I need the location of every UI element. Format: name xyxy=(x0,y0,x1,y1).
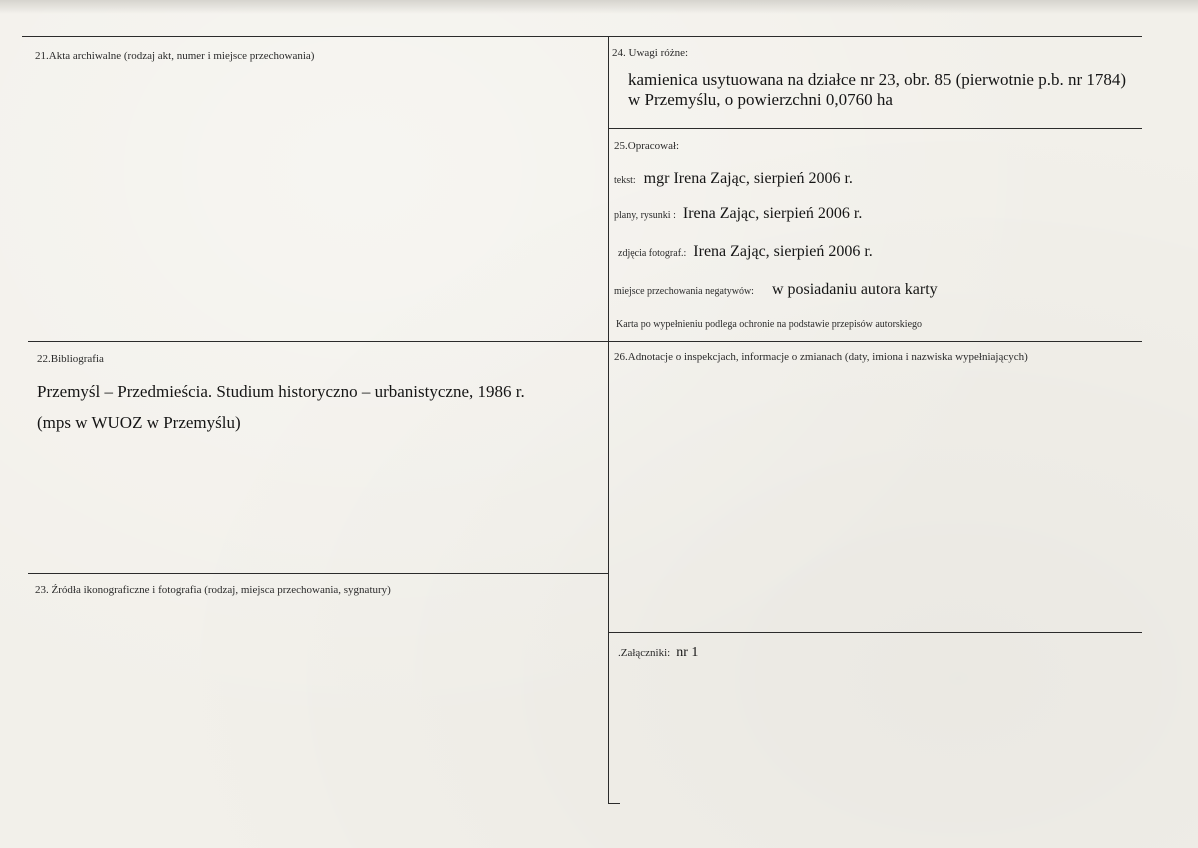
column-divider xyxy=(608,36,609,804)
rule-24-25 xyxy=(608,128,1142,129)
photos-author-value: Irena Zając, sierpień 2006 r. xyxy=(693,243,873,260)
bibliography-line-1: Przemyśl – Przedmieścia. Studium historyczno – urbanistyczne, 1986 r. xyxy=(37,382,525,401)
section-21-label: 21.Akta archiwalne (rodzaj akt, numer i miejsce przechowania) xyxy=(35,50,315,62)
text-author-value: mgr Irena Zając, sierpień 2006 r. xyxy=(643,170,853,187)
section-22-label: 22.Bibliografia xyxy=(37,353,104,365)
attachments-label: .Załączniki: xyxy=(618,647,671,659)
negatives-value: w posiadaniu autora karty xyxy=(771,281,938,298)
plans-author-label: plany, rysunki : xyxy=(614,210,676,221)
rule-21-22 xyxy=(28,341,1142,342)
bibliography-line-2: (mps w WUOZ w Przemyślu) xyxy=(37,413,241,432)
negatives-label: miejsce przechowania negatywów: xyxy=(614,286,754,297)
scan-shadow xyxy=(0,0,1198,14)
copyright-note: Karta po wypełnieniu podlega ochronie na podstawie przepisów autorskiego xyxy=(616,319,923,330)
text-author-label: tekst: xyxy=(614,175,636,186)
attachments-row xyxy=(618,643,698,661)
text-author-row xyxy=(614,170,853,188)
section-26-label: 26.Adnotacje o inspekcjach, informacje o zmianach (daty, imiona i nazwiska wypełniających) xyxy=(614,351,1028,363)
rule-22-23 xyxy=(28,573,608,574)
bottom-tick xyxy=(608,803,620,804)
attachments-value: nr 1 xyxy=(676,645,699,660)
plans-author-row xyxy=(614,205,862,223)
negatives-row xyxy=(614,281,938,299)
remarks-line-2: w Przemyślu, o powierzchni 0,0760 ha xyxy=(628,90,893,109)
photos-author-label: zdjęcia fotograf.: xyxy=(618,248,687,259)
section-24-label: 24. Uwagi różne: xyxy=(612,47,689,59)
section-23-label: 23. Źródła ikonograficzne i fotografia (rodzaj, miejsca przechowania, sygnatury) xyxy=(35,584,391,596)
photos-author-row xyxy=(618,243,873,261)
top-rule xyxy=(22,36,1142,37)
remarks-line-1: kamienica usytuowana na działce nr 23, obr. 85 (pierwotnie p.b. nr 1784) xyxy=(628,70,1127,89)
section-25-label: 25.Opracował: xyxy=(614,140,680,152)
plans-author-value: Irena Zając, sierpień 2006 r. xyxy=(682,205,863,222)
rule-26-attachments xyxy=(608,632,1142,633)
